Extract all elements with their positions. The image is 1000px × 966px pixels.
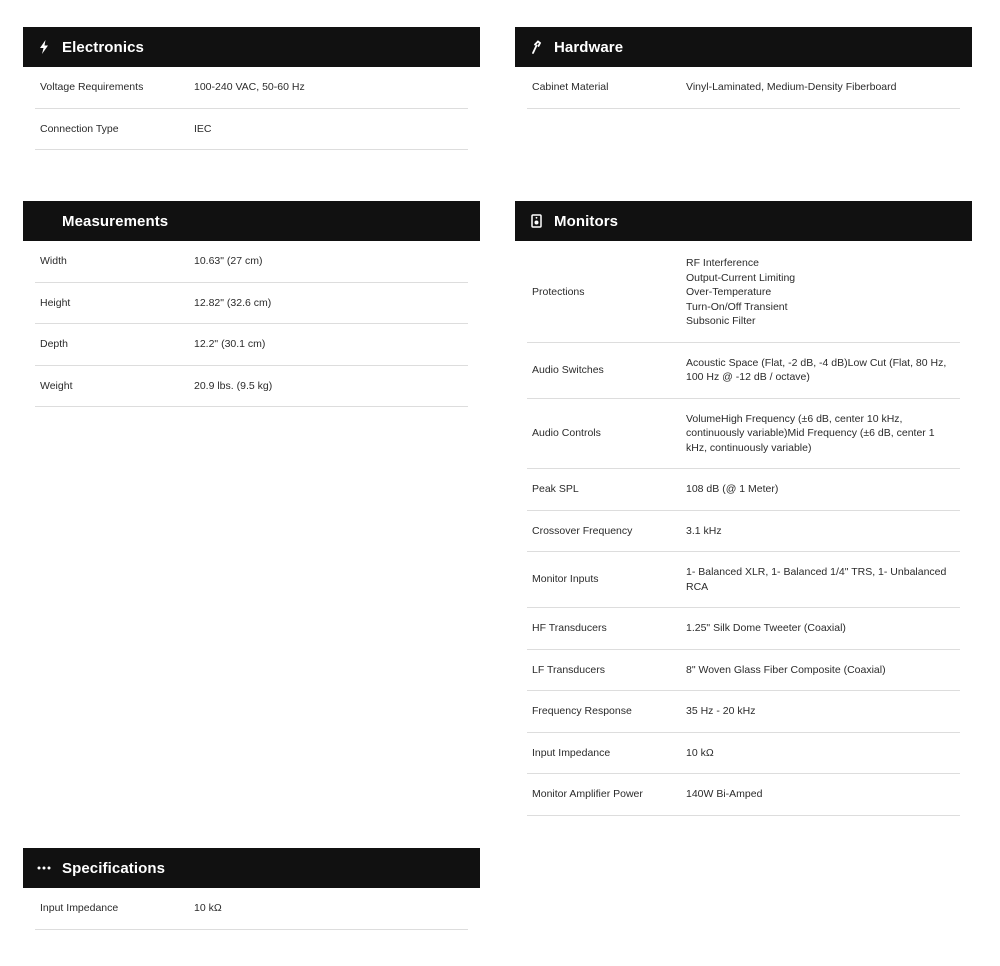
spec-value-line: Turn-On/Off Transient bbox=[686, 300, 788, 313]
spec-label: Input Impedance bbox=[40, 902, 119, 914]
spec-label: LF Transducers bbox=[532, 663, 605, 676]
spec-label: Peak SPL bbox=[532, 483, 579, 495]
spec-label: Connection Type bbox=[40, 122, 119, 135]
spec-value: 12.82" (32.6 cm) bbox=[194, 296, 272, 309]
spec-value-line: RF Interference bbox=[686, 257, 759, 269]
spec-label: Height bbox=[40, 296, 71, 309]
measurements-section bbox=[23, 201, 480, 407]
spec-label: Cabinet Material bbox=[532, 81, 609, 93]
spec-label: Width bbox=[40, 255, 67, 267]
spec-row bbox=[527, 691, 960, 733]
spec-row bbox=[35, 324, 468, 366]
electronics-header bbox=[23, 27, 480, 67]
monitors-header bbox=[515, 201, 972, 241]
section-title: Measurements bbox=[62, 212, 169, 230]
spec-row bbox=[35, 366, 468, 408]
spec-label: Voltage Requirements bbox=[40, 81, 144, 93]
speaker-icon bbox=[529, 213, 543, 229]
spec-value: IEC bbox=[194, 122, 212, 135]
spec-label: Monitor Inputs bbox=[532, 573, 599, 586]
spec-row bbox=[35, 67, 468, 109]
spec-row bbox=[527, 774, 960, 816]
spec-label: HF Transducers bbox=[532, 622, 607, 634]
spec-row bbox=[527, 650, 960, 692]
spec-value: 12.2" (30.1 cm) bbox=[194, 338, 266, 350]
ruler-icon bbox=[37, 213, 51, 229]
spec-row bbox=[527, 399, 960, 470]
spec-row bbox=[527, 241, 960, 343]
spec-value: 1- Balanced XLR, 1- Balanced 1/4" TRS, 1- Unbalanced RCA bbox=[686, 566, 947, 593]
spec-value: 3.1 kHz bbox=[686, 524, 722, 537]
spec-list bbox=[35, 888, 468, 930]
spec-row bbox=[35, 109, 468, 151]
spec-list bbox=[527, 67, 960, 109]
spec-row bbox=[35, 283, 468, 325]
spec-label: Depth bbox=[40, 338, 69, 350]
spec-row bbox=[527, 608, 960, 650]
hardware-section bbox=[515, 27, 972, 109]
monitors-section bbox=[515, 201, 972, 816]
lightning-bolt-icon bbox=[37, 39, 51, 55]
wrench-icon bbox=[529, 39, 543, 55]
spec-list bbox=[527, 241, 960, 816]
spec-label: Protections bbox=[532, 286, 585, 298]
electronics-section bbox=[23, 27, 480, 150]
spec-label: Audio Switches bbox=[532, 363, 604, 376]
spec-label: Input Impedance bbox=[532, 746, 611, 759]
section-title: Hardware bbox=[554, 38, 624, 56]
spec-list bbox=[35, 67, 468, 150]
spec-value: 10.63" (27 cm) bbox=[194, 255, 263, 267]
spec-value: Acoustic Space (Flat, -2 dB, -4 dB)Low Cut (Flat, 80 Hz, 100 Hz @ -12 dB / octave) bbox=[686, 356, 947, 383]
spec-row bbox=[527, 511, 960, 553]
spec-value: 108 dB (@ 1 Meter) bbox=[686, 483, 779, 495]
spec-row bbox=[527, 67, 960, 109]
hardware-header bbox=[515, 27, 972, 67]
more-dots-icon bbox=[37, 860, 51, 876]
specifications-section bbox=[23, 848, 480, 930]
spec-value-line: Output-Current Limiting bbox=[686, 271, 796, 284]
specifications-header bbox=[23, 848, 480, 888]
spec-value: 100-240 VAC, 50-60 Hz bbox=[194, 81, 305, 93]
spec-value: 35 Hz - 20 kHz bbox=[686, 705, 756, 717]
spec-row bbox=[527, 552, 960, 608]
spec-value: 140W Bi-Amped bbox=[686, 788, 763, 800]
spec-row bbox=[527, 733, 960, 775]
spec-row bbox=[35, 888, 468, 930]
spec-value: 1.25" Silk Dome Tweeter (Coaxial) bbox=[686, 622, 846, 634]
spec-value bbox=[686, 256, 960, 329]
spec-value: Vinyl-Laminated, Medium-Density Fiberboard bbox=[686, 81, 897, 93]
spec-label: Crossover Frequency bbox=[532, 524, 633, 537]
spec-row bbox=[527, 469, 960, 511]
spec-value: 20.9 lbs. (9.5 kg) bbox=[194, 379, 273, 392]
spec-label: Audio Controls bbox=[532, 427, 601, 439]
spec-label: Weight bbox=[40, 379, 73, 392]
spec-value: 10 kΩ bbox=[194, 902, 222, 914]
spec-value-line: Over-Temperature bbox=[686, 286, 772, 298]
section-title: Specifications bbox=[62, 859, 166, 877]
section-title: Electronics bbox=[62, 38, 144, 56]
measurements-header bbox=[23, 201, 480, 241]
spec-value: VolumeHigh Frequency (±6 dB, center 10 kHz, continuously variable)Mid Frequency (±6 dB, center 1 kHz, continuously variable) bbox=[686, 412, 935, 454]
spec-value: 8" Woven Glass Fiber Composite (Coaxial) bbox=[686, 663, 886, 676]
spec-row bbox=[35, 241, 468, 283]
spec-label: Monitor Amplifier Power bbox=[532, 788, 643, 800]
spec-list bbox=[35, 241, 468, 407]
section-title: Monitors bbox=[554, 212, 619, 230]
spec-row bbox=[527, 343, 960, 399]
spec-value: 10 kΩ bbox=[686, 746, 714, 759]
spec-value-line: Subsonic Filter bbox=[686, 315, 756, 327]
spec-label: Frequency Response bbox=[532, 705, 632, 717]
